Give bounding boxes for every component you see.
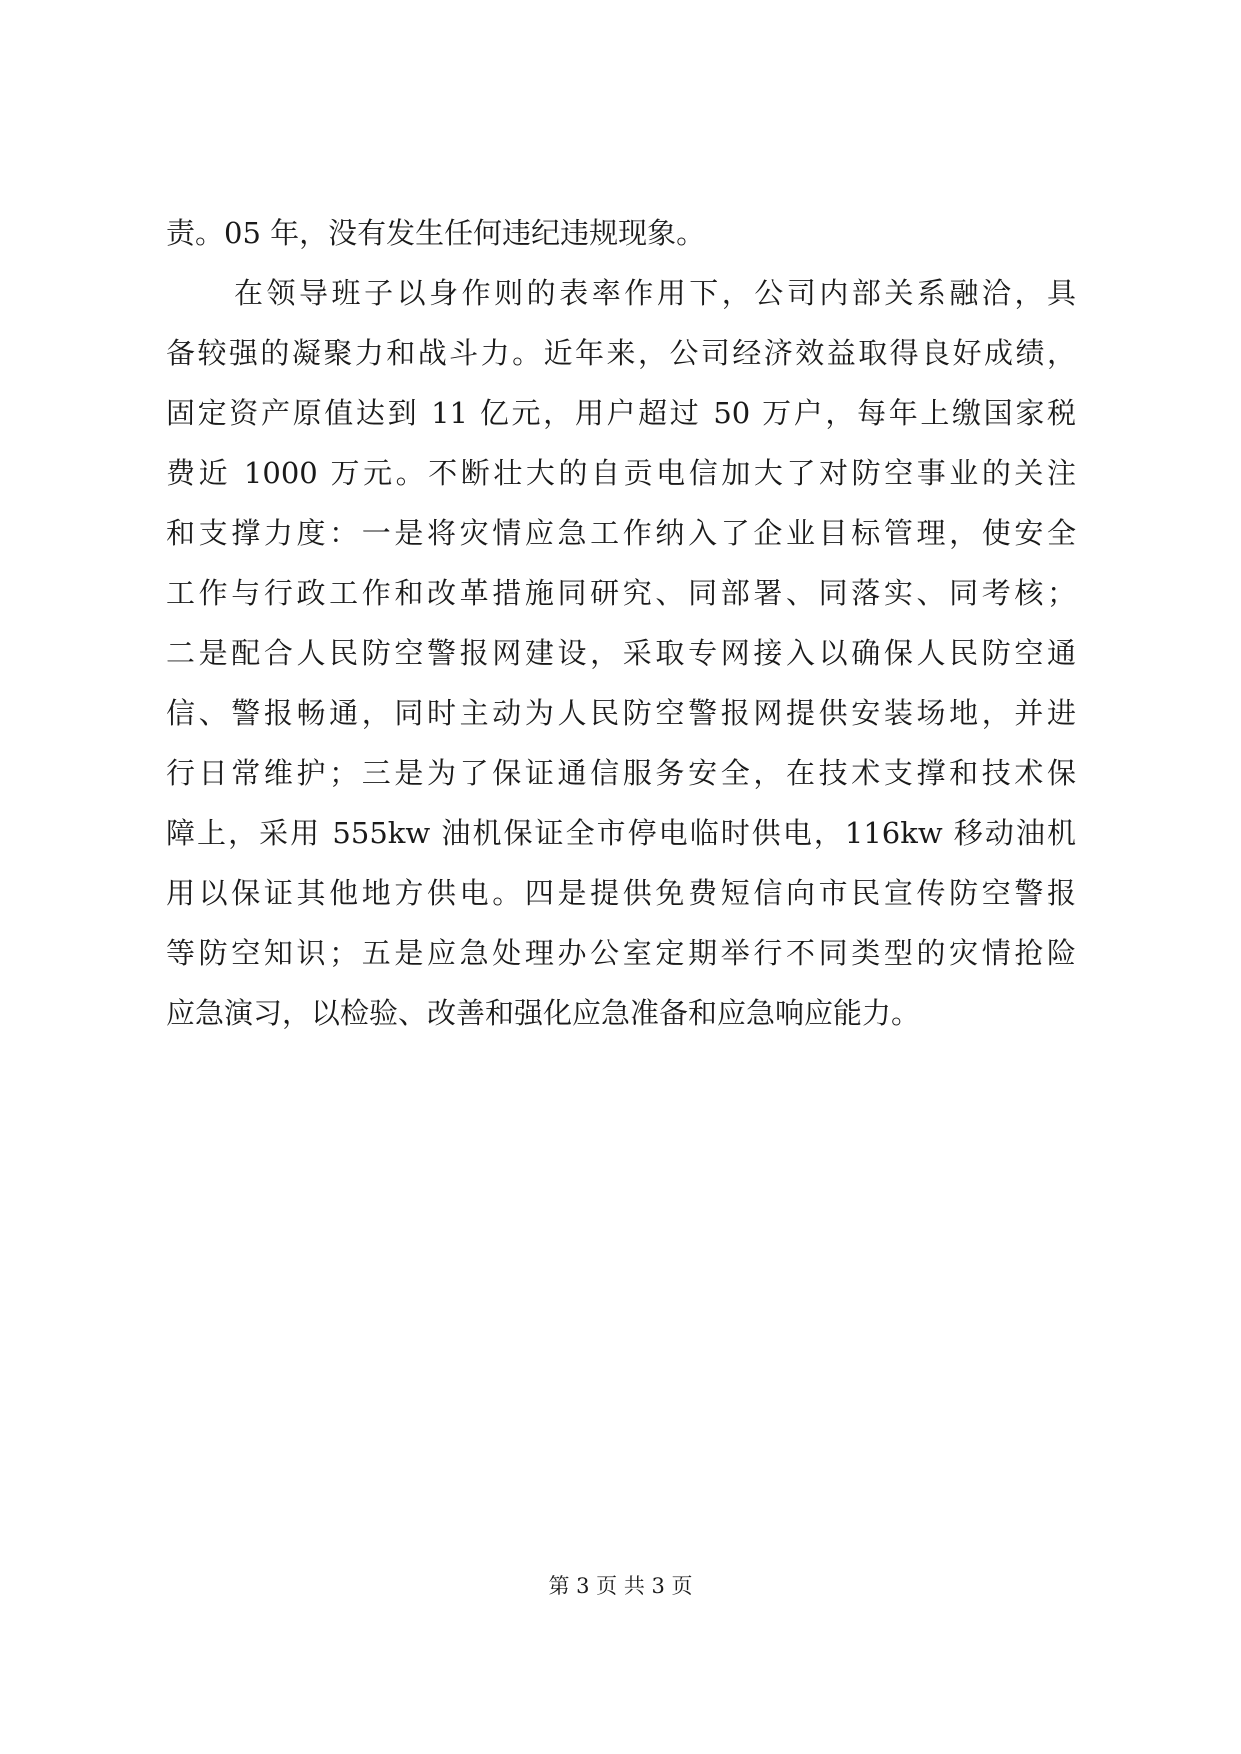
text-line: 费近 1000 万元。不断壮大的自贡电信加大了对防空事业的关注 xyxy=(166,456,1076,490)
text-line: 工作与行政工作和改革措施同研究、同部署、同落实、同考核； xyxy=(166,576,1076,610)
text-line: 用以保证其他地方供电。四是提供免费短信向市民宣传防空警报 xyxy=(166,876,1076,910)
text-line: 信、警报畅通，同时主动为人民防空警报网提供安装场地，并进 xyxy=(166,696,1076,730)
page-number-footer: 第 3 页 共 3 页 xyxy=(548,1574,693,1598)
text-line: 备较强的凝聚力和战斗力。近年来，公司经济效益取得良好成绩， xyxy=(166,336,1076,370)
text-line: 等防空知识；五是应急处理办公室定期举行不同类型的灾情抢险 xyxy=(166,936,1076,970)
text-line: 和支撑力度：一是将灾情应急工作纳入了企业目标管理，使安全 xyxy=(166,516,1076,550)
text-line: 应急演习，以检验、改善和强化应急准备和应急响应能力。 xyxy=(166,996,921,1030)
text-line: 行日常维护；三是为了保证通信服务安全，在技术支撑和技术保 xyxy=(166,756,1076,790)
text-line: 在领导班子以身作则的表率作用下，公司内部关系融洽，具 xyxy=(234,276,1076,310)
text-line: 二是配合人民防空警报网建设，采取专网接入以确保人民防空通 xyxy=(166,636,1076,670)
text-line: 责。05 年，没有发生任何违纪违规现象。 xyxy=(166,216,706,250)
text-line: 障上，采用 555kw 油机保证全市停电临时供电，116kw 移动油机 xyxy=(166,816,1076,850)
document-body xyxy=(166,203,1076,1043)
text-line: 固定资产原值达到 11 亿元，用户超过 50 万户，每年上缴国家税 xyxy=(166,396,1076,430)
